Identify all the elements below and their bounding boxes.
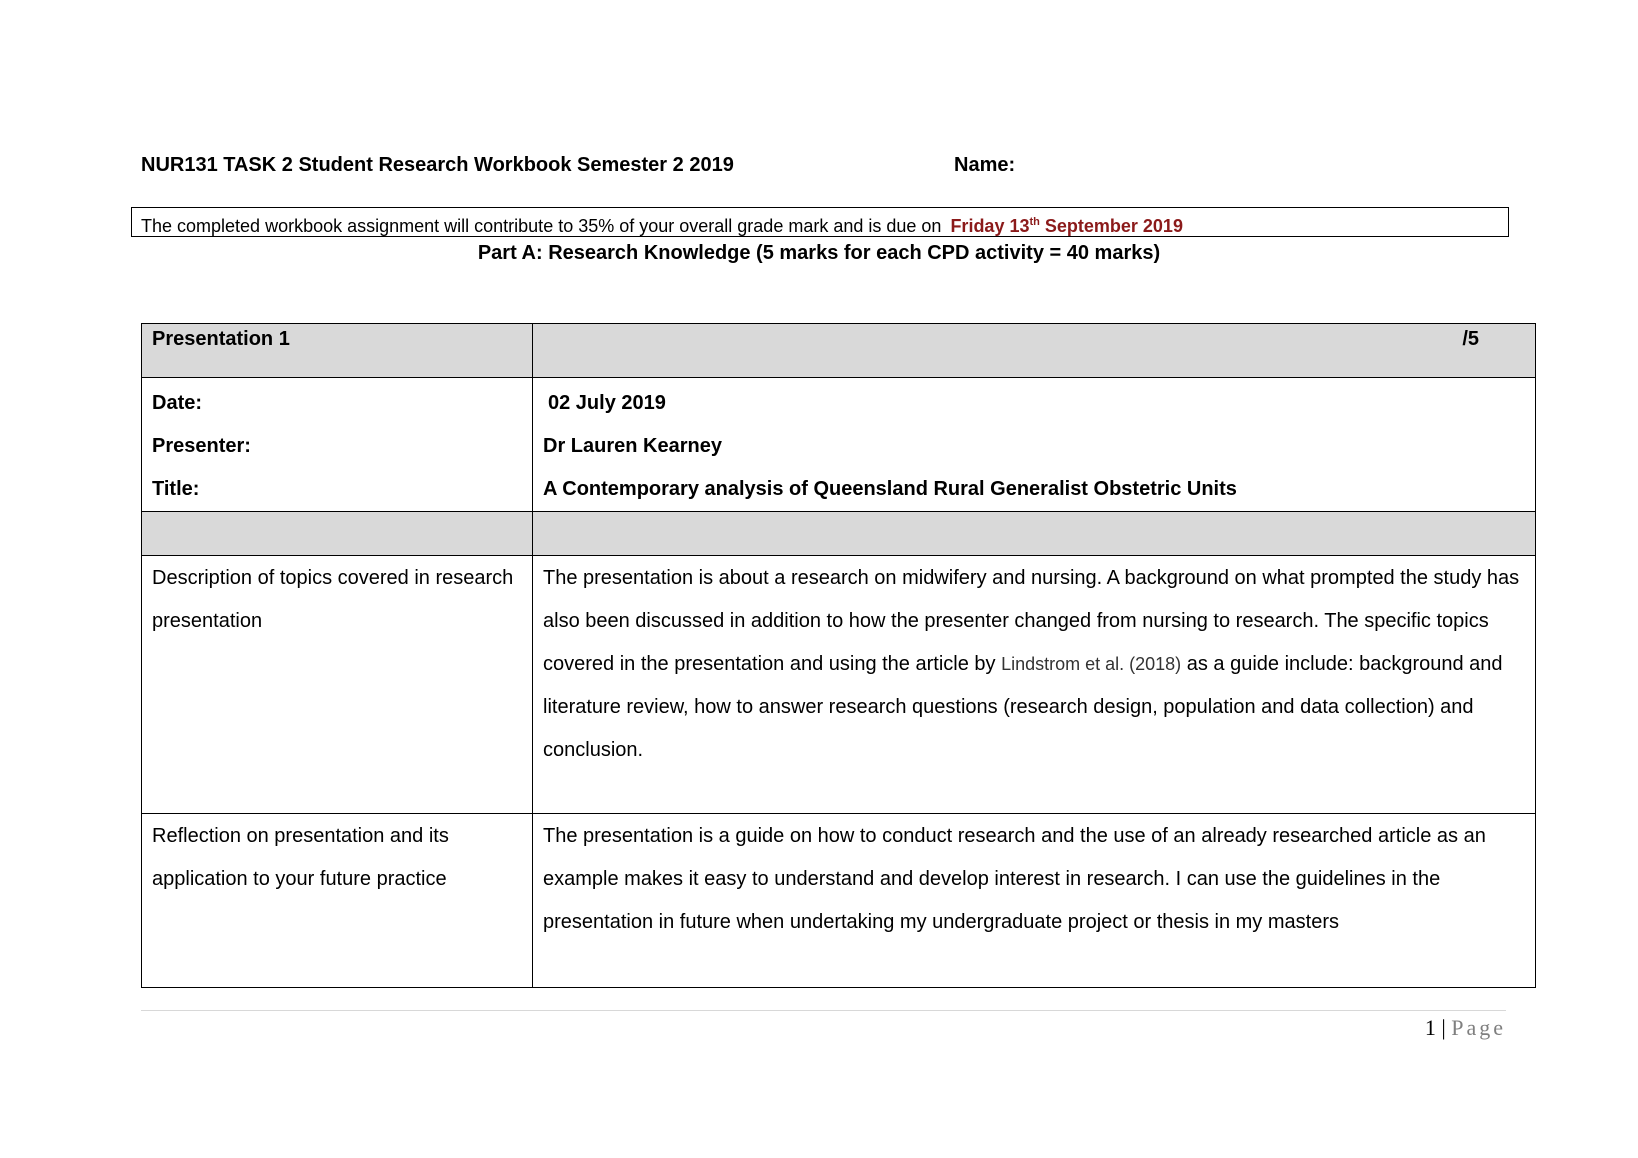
title-label: Title: [152, 478, 200, 500]
description-label: Description of topics covered in research presentation [142, 556, 533, 814]
presenter-label: Presenter: [152, 435, 251, 457]
meta-values-cell [533, 378, 1536, 512]
due-date-day: Friday 13 [950, 216, 1030, 236]
due-date [950, 216, 1183, 236]
presentation-table [141, 323, 1536, 988]
presentation-header-row [142, 324, 1536, 378]
description-citation: Lindstrom et al. (2018) [1001, 654, 1182, 674]
due-date-rest: September 2019 [1039, 216, 1183, 236]
description-row [142, 556, 1536, 814]
date-value: 02 July 2019 [548, 392, 666, 414]
presenter-value: Dr Lauren Kearney [543, 435, 722, 457]
reflection-text: The presentation is a guide on how to conduct research and the use of an already researched article as an example makes it easy to understand and develop interest in research. I can use the guidelines in the presentation in future when undertaking my undergraduate project or thesis in my masters [533, 814, 1536, 988]
spacer-row [142, 512, 1536, 556]
page-word: Page [1451, 1015, 1506, 1040]
page-footer [1425, 1015, 1506, 1041]
reflection-row [142, 814, 1536, 988]
spacer-cell-right [533, 512, 1536, 556]
date-label: Date: [152, 392, 203, 414]
page-number: 1 [1424, 1015, 1436, 1040]
title-value: A Contemporary analysis of Queensland Rural Generalist Obstetric Units [543, 478, 1237, 500]
meta-labels-cell [142, 378, 533, 512]
presentation-heading-cell [142, 324, 533, 378]
presentation-heading: Presentation 1 [152, 328, 290, 350]
due-date-suffix: th [1029, 216, 1040, 228]
part-title: Part A: Research Knowledge (5 marks for each CPD activity = 40 marks) [477, 242, 1161, 264]
presentation-meta-row [142, 378, 1536, 512]
due-notice-box [131, 207, 1509, 237]
page-separator: | [1435, 1015, 1452, 1040]
score-cell [533, 324, 1536, 378]
name-label: Name: [954, 154, 1016, 176]
footer-divider [141, 1010, 1506, 1011]
document-title: NUR131 TASK 2 Student Research Workbook Semester 2 2019 [141, 154, 734, 176]
description-text-1: The presentation is about a research on midwifery and nursing. A background on what prompted the study has also been discussed in addition to how the presenter changed from nursing to research. The specific topics covered in the presentation and using the article by [543, 567, 1520, 675]
due-notice-text: The completed workbook assignment will contribute to 35% of your overall grade mark and is due on [141, 216, 942, 236]
spacer-cell-left [142, 512, 533, 556]
reflection-label: Reflection on presentation and its application to your future practice [142, 814, 533, 988]
description-text-2: as a guide include: background and literature review, how to answer research questions (research design, population and data collection) and conclusion. [543, 653, 1503, 761]
description-cell [533, 556, 1536, 814]
score-value: /5 [1462, 328, 1479, 350]
